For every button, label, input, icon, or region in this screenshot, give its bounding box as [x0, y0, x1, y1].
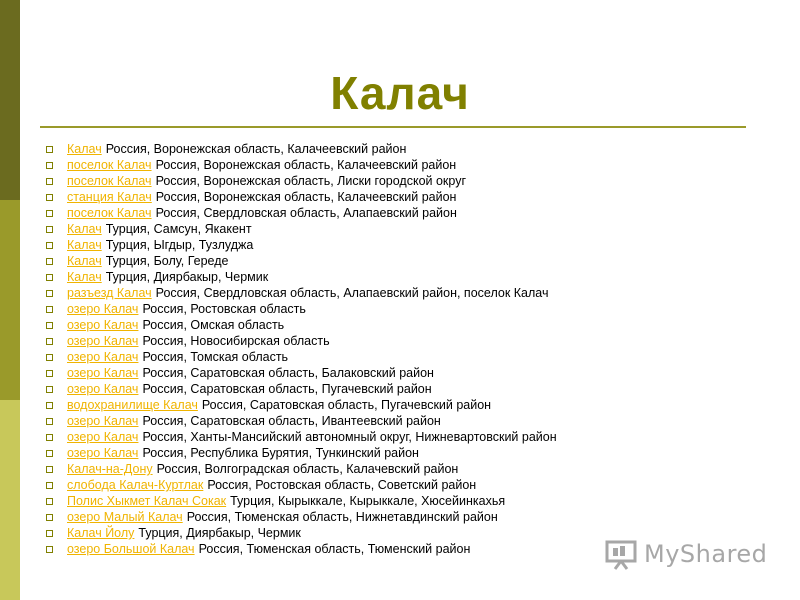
square-bullet-icon	[46, 546, 53, 553]
place-location-text: Россия, Воронежская область, Калачеевский район	[105, 142, 407, 156]
place-location-text: Россия, Саратовская область, Пугачевский район	[201, 398, 492, 412]
place-location-text: Россия, Саратовская область, Ивантеевский район	[142, 414, 441, 428]
place-link[interactable]: поселок Калач	[67, 206, 152, 220]
square-bullet-icon	[46, 290, 53, 297]
place-link[interactable]: озеро Калач	[67, 366, 139, 380]
page-title: Калач	[330, 67, 470, 119]
list-item	[46, 381, 557, 397]
square-bullet-icon	[46, 178, 53, 185]
place-location-text: Россия, Воронежская область, Калачеевский район	[155, 158, 457, 172]
place-link[interactable]: озеро Малый Калач	[67, 510, 183, 524]
place-location-text: Турция, Болу, Гереде	[105, 254, 229, 268]
place-link[interactable]: станция Калач	[67, 190, 152, 204]
square-bullet-icon	[46, 306, 53, 313]
place-location-text: Турция, Диярбакыр, Чермик	[105, 270, 269, 284]
place-link[interactable]: озеро Калач	[67, 350, 139, 364]
square-bullet-icon	[46, 354, 53, 361]
square-bullet-icon	[46, 338, 53, 345]
list-item	[46, 157, 557, 173]
square-bullet-icon	[46, 226, 53, 233]
list-item	[46, 509, 557, 525]
square-bullet-icon	[46, 418, 53, 425]
place-location-text: Россия, Свердловская область, Алапаевский район, поселок Калач	[155, 286, 549, 300]
square-bullet-icon	[46, 498, 53, 505]
list-item	[46, 221, 557, 237]
place-link[interactable]: озеро Калач	[67, 302, 139, 316]
list-item	[46, 237, 557, 253]
square-bullet-icon	[46, 466, 53, 473]
place-location-text: Турция, Ыгдыр, Тузлуджа	[105, 238, 254, 252]
place-link[interactable]: поселок Калач	[67, 158, 152, 172]
list-item	[46, 333, 557, 349]
place-link[interactable]: озеро Большой Калач	[67, 542, 195, 556]
place-location-text: Турция, Самсун, Якакент	[105, 222, 252, 236]
place-link[interactable]: озеро Калач	[67, 318, 139, 332]
list-item	[46, 397, 557, 413]
list-item	[46, 141, 557, 157]
place-list	[46, 141, 557, 557]
place-location-text: Россия, Томская область	[142, 350, 289, 364]
list-item	[46, 173, 557, 189]
place-location-text: Россия, Тюменская область, Тюменский район	[198, 542, 471, 556]
place-location-text: Россия, Свердловская область, Алапаевский район	[155, 206, 457, 220]
place-link[interactable]: Полис Хыкмет Калач Сокак	[67, 494, 227, 508]
square-bullet-icon	[46, 242, 53, 249]
title-underline	[40, 126, 746, 128]
list-item	[46, 541, 557, 557]
square-bullet-icon	[46, 146, 53, 153]
place-location-text: Россия, Саратовская область, Балаковский район	[142, 366, 434, 380]
square-bullet-icon	[46, 322, 53, 329]
place-link[interactable]: озеро Калач	[67, 382, 139, 396]
place-link[interactable]: разъезд Калач	[67, 286, 152, 300]
place-link[interactable]: Калач	[67, 238, 102, 252]
list-item	[46, 493, 557, 509]
square-bullet-icon	[46, 210, 53, 217]
logo-text: MyShared	[644, 540, 768, 568]
place-location-text: Турция, Диярбакыр, Чермик	[138, 526, 301, 540]
list-item	[46, 413, 557, 429]
sidebar-band-bottom	[0, 400, 20, 600]
list-item	[46, 301, 557, 317]
place-location-text: Россия, Новосибирская область	[142, 334, 330, 348]
place-link[interactable]: озеро Калач	[67, 414, 139, 428]
place-location-text: Россия, Воронежская область, Калачеевский район	[155, 190, 457, 204]
square-bullet-icon	[46, 530, 53, 537]
place-link[interactable]: Калач	[67, 254, 102, 268]
place-location-text: Россия, Омская область	[142, 318, 285, 332]
place-location-text: Россия, Волгоградская область, Калачевский район	[156, 462, 459, 476]
square-bullet-icon	[46, 386, 53, 393]
presentation-board-icon	[604, 537, 638, 571]
place-location-text: Россия, Ростовская область	[142, 302, 306, 316]
square-bullet-icon	[46, 370, 53, 377]
list-item	[46, 317, 557, 333]
place-link[interactable]: Калач	[67, 142, 102, 156]
place-location-text: Россия, Республика Бурятия, Тункинский район	[142, 446, 419, 460]
place-link[interactable]: Калач Йолу	[67, 526, 135, 540]
list-item	[46, 365, 557, 381]
square-bullet-icon	[46, 514, 53, 521]
list-item	[46, 477, 557, 493]
list-item	[46, 349, 557, 365]
square-bullet-icon	[46, 450, 53, 457]
place-link[interactable]: озеро Калач	[67, 446, 139, 460]
place-link[interactable]: поселок Калач	[67, 174, 152, 188]
place-link[interactable]: озеро Калач	[67, 334, 139, 348]
square-bullet-icon	[46, 194, 53, 201]
place-link[interactable]: озеро Калач	[67, 430, 139, 444]
square-bullet-icon	[46, 162, 53, 169]
place-location-text: Россия, Саратовская область, Пугачевский район	[142, 382, 432, 396]
sidebar-band-middle	[0, 200, 20, 400]
place-link[interactable]: водохранилище Калач	[67, 398, 198, 412]
place-link[interactable]: слобода Калач-Куртлак	[67, 478, 204, 492]
square-bullet-icon	[46, 434, 53, 441]
place-location-text: Россия, Воронежская область, Лиски городской округ	[155, 174, 467, 188]
square-bullet-icon	[46, 402, 53, 409]
square-bullet-icon	[46, 482, 53, 489]
myshared-logo	[604, 537, 767, 571]
place-location-text: Россия, Тюменская область, Нижнетавдинский район	[186, 510, 498, 524]
list-item	[46, 189, 557, 205]
place-link[interactable]: Калач	[67, 270, 102, 284]
list-item	[46, 253, 557, 269]
place-location-text: Россия, Ханты-Мансийский автономный округ, Нижневартовский район	[142, 430, 557, 444]
list-item	[46, 285, 557, 301]
place-location-text: Россия, Ростовская область, Советский район	[207, 478, 477, 492]
list-item	[46, 445, 557, 461]
square-bullet-icon	[46, 258, 53, 265]
list-item	[46, 525, 557, 541]
place-link[interactable]: Калач	[67, 222, 102, 236]
place-location-text: Турция, Кырыккале, Кырыккале, Хюсейинкахья	[230, 494, 506, 508]
list-item	[46, 205, 557, 221]
list-item	[46, 269, 557, 285]
place-link[interactable]: Калач-на-Дону	[67, 462, 153, 476]
list-item	[46, 461, 557, 477]
square-bullet-icon	[46, 274, 53, 281]
list-item	[46, 429, 557, 445]
